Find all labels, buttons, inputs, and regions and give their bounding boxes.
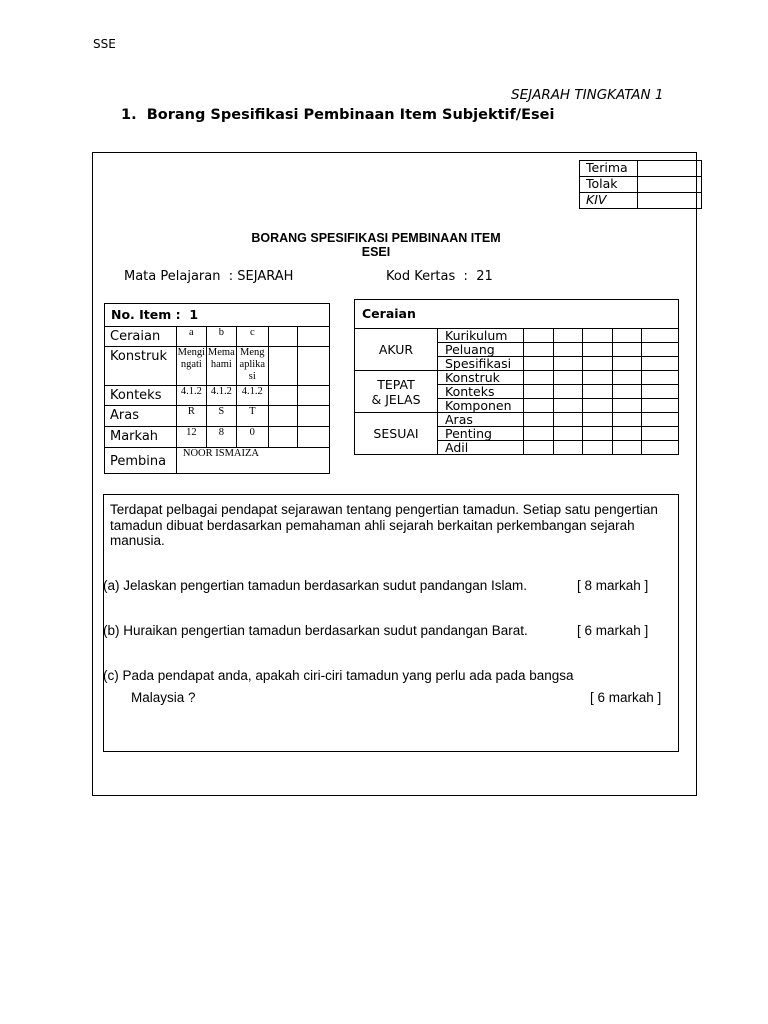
check-cell[interactable] (642, 357, 679, 371)
status-terima-label: Terima (580, 161, 638, 177)
status-box (579, 160, 702, 209)
ceraian-label: Ceraian (105, 327, 177, 347)
ceraian-col-empty (268, 327, 298, 347)
subject-sep: : (228, 269, 234, 284)
check-cell[interactable] (554, 413, 583, 427)
check-cell[interactable] (613, 399, 642, 413)
paper-label: Kod Kertas (386, 269, 456, 284)
check-cell[interactable] (613, 371, 642, 385)
aras-empty (298, 406, 330, 427)
aras-a: R (176, 406, 206, 427)
check-cell[interactable] (524, 329, 554, 343)
status-kiv-check[interactable] (638, 193, 702, 209)
markah-empty (268, 427, 298, 448)
check-cell[interactable] (613, 329, 642, 343)
status-kiv-label: KIV (580, 193, 638, 209)
ceraian-col-b: b (206, 327, 236, 347)
item-no-row (105, 304, 330, 327)
question-part-b-marks: [ 6 markah ] (577, 623, 649, 638)
aras-label: Aras (105, 406, 177, 427)
check-cell[interactable] (642, 413, 679, 427)
check-cell[interactable] (642, 329, 679, 343)
check-cell[interactable] (613, 441, 642, 455)
check-cell[interactable] (613, 413, 642, 427)
check-cell[interactable] (524, 371, 554, 385)
check-cell[interactable] (583, 343, 613, 357)
item-aras: Aras (438, 413, 524, 427)
question-part-a-marks: [ 8 markah ] (577, 578, 649, 593)
status-tolak-label: Tolak (580, 177, 638, 193)
form-title (226, 231, 526, 259)
section-number: 1. (121, 107, 137, 123)
check-cell[interactable] (642, 343, 679, 357)
check-cell[interactable] (554, 441, 583, 455)
check-cell[interactable] (583, 371, 613, 385)
ceraian-header: Ceraian (355, 300, 679, 329)
check-cell[interactable] (524, 357, 554, 371)
markah-empty (298, 427, 330, 448)
check-cell[interactable] (554, 427, 583, 441)
section-heading (121, 107, 554, 123)
item-peluang: Peluang (438, 343, 524, 357)
check-cell[interactable] (613, 427, 642, 441)
item-spesifikasi: Spesifikasi (438, 357, 524, 371)
question-part-a: (a) Jelaskan pengertian tamadun berdasarkan sudut pandangan Islam. (103, 578, 528, 593)
spec-table (104, 303, 330, 474)
subject-label: Mata Pelajaran (124, 269, 221, 284)
check-cell[interactable] (554, 385, 583, 399)
check-cell[interactable] (613, 357, 642, 371)
markah-b: 8 (206, 427, 236, 448)
konstruk-label: Konstruk (105, 347, 177, 386)
check-cell[interactable] (583, 385, 613, 399)
ceraian-table (354, 299, 679, 455)
konteks-b: 4.1.2 (206, 386, 236, 406)
paper-line (386, 269, 493, 284)
form-title-line2: ESEI (361, 245, 391, 259)
group-tepat-jelas: TEPAT & JELAS (355, 371, 438, 413)
markah-c: 0 (236, 427, 268, 448)
item-kurikulum: Kurikulum (438, 329, 524, 343)
subject-value: SEJARAH (237, 269, 294, 284)
konteks-a: 4.1.2 (176, 386, 206, 406)
subject-line (124, 269, 293, 284)
question-part-b: (b) Huraikan pengertian tamadun berdasarkan sudut pandangan Barat. (103, 623, 528, 638)
aras-b: S (206, 406, 236, 427)
check-cell[interactable] (613, 385, 642, 399)
status-terima-check[interactable] (638, 161, 702, 177)
item-penting: Penting (438, 427, 524, 441)
check-cell[interactable] (583, 441, 613, 455)
konstruk-c: Meng aplika si (236, 347, 268, 386)
document-code: SSE (93, 37, 116, 51)
check-cell[interactable] (613, 343, 642, 357)
check-cell[interactable] (642, 371, 679, 385)
check-cell[interactable] (524, 413, 554, 427)
konteks-c: 4.1.2 (236, 386, 268, 406)
check-cell[interactable] (554, 371, 583, 385)
aras-c: T (236, 406, 268, 427)
item-adil: Adil (438, 441, 524, 455)
check-cell[interactable] (524, 399, 554, 413)
konteks-empty (268, 386, 298, 406)
check-cell[interactable] (642, 385, 679, 399)
check-cell[interactable] (524, 385, 554, 399)
ceraian-col-a: a (176, 327, 206, 347)
check-cell[interactable] (642, 427, 679, 441)
form-title-line1: BORANG SPESIFIKASI PEMBINAAN ITEM (251, 231, 501, 245)
status-tolak-check[interactable] (638, 177, 702, 193)
paper-value: 21 (476, 269, 493, 284)
paper-sep: : (463, 269, 468, 284)
check-cell[interactable] (524, 427, 554, 441)
question-stem: Terdapat pelbagai pendapat sejarawan tentang pengertian tamadun. Setiap satu pengertian tamadun dibuat berdasarkan pemahaman ahli sejarah berkaitan perkembangan sejarah manusia. (110, 502, 658, 548)
group-sesuai: SESUAI (355, 413, 438, 455)
subject-level: SEJARAH TINGKATAN 1 (511, 87, 664, 103)
konteks-label: Konteks (105, 386, 177, 406)
check-cell[interactable] (583, 413, 613, 427)
item-no-value: 1 (189, 307, 199, 322)
item-konteks: Konteks (438, 385, 524, 399)
question-part-c-line2: Malaysia ? (131, 690, 196, 705)
check-cell[interactable] (583, 427, 613, 441)
item-no-label: No. Item : (111, 307, 181, 322)
question-part-c-marks: [ 6 markah ] (590, 690, 662, 705)
check-cell[interactable] (554, 399, 583, 413)
aras-empty (268, 406, 298, 427)
check-cell[interactable] (554, 343, 583, 357)
markah-label: Markah (105, 427, 177, 448)
konstruk-empty (268, 347, 298, 386)
check-cell[interactable] (524, 343, 554, 357)
check-cell[interactable] (554, 329, 583, 343)
check-cell[interactable] (524, 441, 554, 455)
check-cell[interactable] (642, 399, 679, 413)
question-part-c: (c) Pada pendapat anda, apakah ciri-ciri tamadun yang perlu ada pada bangsa (103, 668, 574, 683)
pembina-value: NOOR ISMAIZA (176, 448, 329, 474)
section-title: Borang Spesifikasi Pembinaan Item Subjektif/Esei (146, 107, 555, 123)
markah-a: 12 (176, 427, 206, 448)
konstruk-b: Mema hami (206, 347, 236, 386)
pembina-label: Pembina (105, 448, 177, 474)
item-komponen: Komponen (438, 399, 524, 413)
konteks-empty (298, 386, 330, 406)
check-cell[interactable] (583, 399, 613, 413)
check-cell[interactable] (583, 357, 613, 371)
check-cell[interactable] (554, 357, 583, 371)
item-konstruk: Konstruk (438, 371, 524, 385)
ceraian-col-empty (298, 327, 330, 347)
check-cell[interactable] (642, 441, 679, 455)
group-akur: AKUR (355, 329, 438, 371)
konstruk-empty (298, 347, 330, 386)
konstruk-a: Mengi ngati (176, 347, 206, 386)
check-cell[interactable] (583, 329, 613, 343)
ceraian-col-c: c (236, 327, 268, 347)
